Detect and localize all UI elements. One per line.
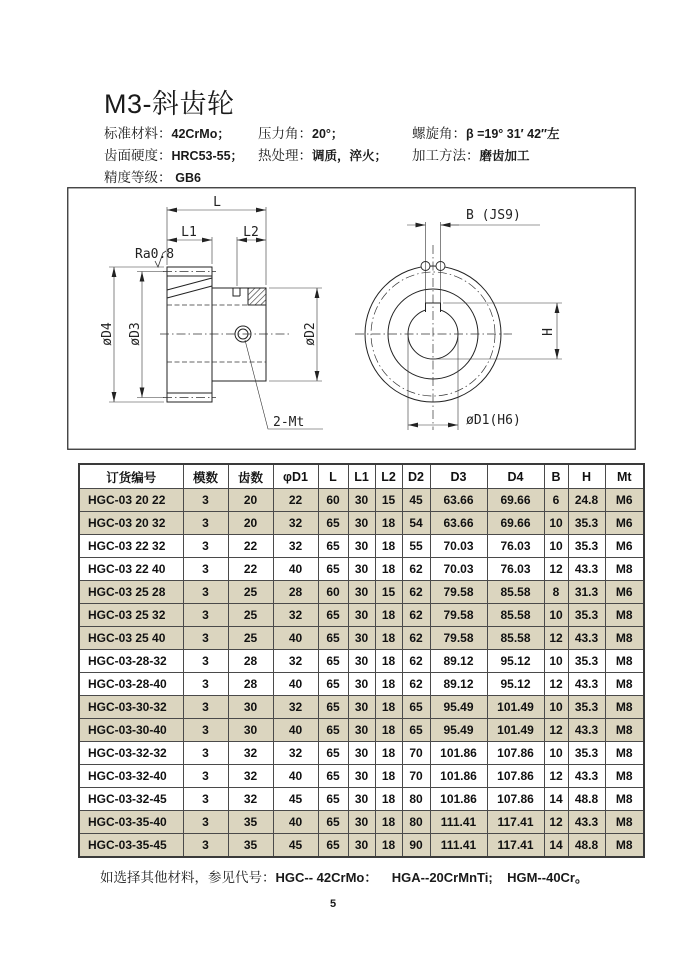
value-cell: 25 [228, 627, 273, 650]
value-cell: 40 [273, 627, 318, 650]
value-cell: M8 [605, 650, 644, 673]
value-cell: 70 [402, 742, 430, 765]
value-cell: 3 [183, 558, 228, 581]
value-cell: 62 [402, 604, 430, 627]
value-cell: 30 [348, 719, 375, 742]
value-cell: 40 [273, 558, 318, 581]
value-cell: 43.3 [568, 673, 605, 696]
spec-label: 齿面硬度： [104, 148, 172, 163]
value-cell: 3 [183, 834, 228, 858]
value-cell: 12 [544, 673, 568, 696]
value-cell: 65 [402, 719, 430, 742]
value-cell: M8 [605, 719, 644, 742]
table-row [79, 512, 644, 535]
value-cell: 18 [375, 765, 402, 788]
value-cell: 79.58 [430, 604, 487, 627]
gear-section-view [167, 267, 266, 402]
value-cell: 65 [318, 765, 348, 788]
value-cell: 35.3 [568, 742, 605, 765]
value-cell: 60 [318, 489, 348, 512]
table-row [79, 811, 644, 834]
value-cell: 18 [375, 627, 402, 650]
dim-label-d2: øD2 [303, 322, 318, 346]
spec-value: 42CrMo； [171, 127, 230, 141]
value-cell: 30 [348, 811, 375, 834]
value-cell: 30 [348, 627, 375, 650]
order-number-cell: HGC-03 22 40 [79, 558, 183, 581]
page-title: M3-斜齿轮 [104, 89, 235, 119]
value-cell: 18 [375, 834, 402, 858]
dim-label-l1: L1 [181, 225, 197, 240]
table-header-row [79, 464, 644, 489]
value-cell: 32 [273, 742, 318, 765]
value-cell: 24.8 [568, 489, 605, 512]
value-cell: 65 [318, 834, 348, 858]
value-cell: 30 [348, 673, 375, 696]
value-cell: 55 [402, 535, 430, 558]
dim-label-d1: øD1(H6) [466, 413, 521, 428]
value-cell: 30 [348, 604, 375, 627]
value-cell: 30 [348, 512, 375, 535]
order-number-cell: HGC-03-28-32 [79, 650, 183, 673]
value-cell: 25 [228, 604, 273, 627]
value-cell: 80 [402, 811, 430, 834]
value-cell: 43.3 [568, 811, 605, 834]
value-cell: 32 [228, 788, 273, 811]
value-cell: M8 [605, 788, 644, 811]
value-cell: 62 [402, 650, 430, 673]
value-cell: 22 [273, 489, 318, 512]
value-cell: 15 [375, 489, 402, 512]
value-cell: 30 [228, 696, 273, 719]
value-cell: 45 [273, 788, 318, 811]
value-cell: 111.41 [430, 834, 487, 858]
spec-value: β =19° 31′ 42″左 [466, 127, 560, 141]
value-cell: 40 [273, 719, 318, 742]
value-cell: 35.3 [568, 535, 605, 558]
spec-label: 加工方法： [412, 148, 480, 163]
value-cell: 10 [544, 742, 568, 765]
value-cell: 107.86 [487, 788, 544, 811]
value-cell: 30 [348, 742, 375, 765]
spec-label: 热处理： [258, 148, 312, 163]
value-cell: M6 [605, 581, 644, 604]
value-cell: 3 [183, 604, 228, 627]
table-row [79, 650, 644, 673]
value-cell: 65 [318, 788, 348, 811]
order-number-cell: HGC-03-32-40 [79, 765, 183, 788]
dim-label-b: B (JS9) [466, 208, 521, 223]
table-row [79, 535, 644, 558]
dim-label-l2: L2 [243, 225, 259, 240]
table-row [79, 558, 644, 581]
value-cell: 85.58 [487, 627, 544, 650]
value-cell: 14 [544, 834, 568, 858]
value-cell: M6 [605, 535, 644, 558]
value-cell: 30 [348, 489, 375, 512]
value-cell: 30 [348, 650, 375, 673]
spec-precision-grade [104, 166, 201, 186]
value-cell: 3 [183, 535, 228, 558]
value-cell: 28 [228, 673, 273, 696]
spec-label: 螺旋角： [412, 126, 466, 141]
value-cell: 6 [544, 489, 568, 512]
value-cell: 65 [318, 604, 348, 627]
value-cell: 43.3 [568, 765, 605, 788]
value-cell: M8 [605, 765, 644, 788]
page-number: 5 [329, 898, 337, 910]
value-cell: 85.58 [487, 581, 544, 604]
value-cell: 90 [402, 834, 430, 858]
value-cell: 32 [273, 604, 318, 627]
table-row [79, 719, 644, 742]
value-cell: 43.3 [568, 719, 605, 742]
table-row [79, 765, 644, 788]
value-cell: 28 [228, 650, 273, 673]
table-row [79, 604, 644, 627]
column-header: L1 [348, 464, 375, 489]
column-header: D4 [487, 464, 544, 489]
value-cell: 3 [183, 742, 228, 765]
table-row [79, 673, 644, 696]
spec-value: 20°； [312, 127, 344, 141]
value-cell: 62 [402, 627, 430, 650]
value-cell: 30 [348, 765, 375, 788]
value-cell: 30 [228, 719, 273, 742]
drawing-frame [68, 188, 636, 450]
value-cell: 89.12 [430, 673, 487, 696]
spec-pressure-angle [258, 122, 343, 142]
spec-value: GB6 [175, 171, 201, 185]
table-row [79, 834, 644, 858]
table-row [79, 742, 644, 765]
spec-value: HRC53-55； [171, 149, 244, 163]
value-cell: 30 [348, 558, 375, 581]
value-cell: 12 [544, 719, 568, 742]
value-cell: 70 [402, 765, 430, 788]
table-row [79, 581, 644, 604]
value-cell: 3 [183, 673, 228, 696]
keyway-hatch [248, 288, 266, 305]
spec-label: 压力角： [258, 126, 312, 141]
value-cell: 32 [273, 512, 318, 535]
value-cell: 70.03 [430, 558, 487, 581]
value-cell: 35.3 [568, 604, 605, 627]
value-cell: 117.41 [487, 811, 544, 834]
order-number-cell: HGC-03 25 40 [79, 627, 183, 650]
spec-label: 标准材料： [104, 126, 172, 141]
value-cell: 65 [318, 558, 348, 581]
value-cell: 10 [544, 512, 568, 535]
order-number-cell: HGC-03-35-40 [79, 811, 183, 834]
value-cell: 18 [375, 650, 402, 673]
value-cell: 12 [544, 627, 568, 650]
value-cell: 30 [348, 581, 375, 604]
value-cell: 10 [544, 604, 568, 627]
value-cell: 18 [375, 719, 402, 742]
value-cell: 65 [318, 673, 348, 696]
spec-table-body [79, 489, 644, 858]
value-cell: 32 [228, 765, 273, 788]
value-cell: M8 [605, 696, 644, 719]
value-cell: 40 [273, 811, 318, 834]
value-cell: 45 [402, 489, 430, 512]
value-cell: M8 [605, 673, 644, 696]
value-cell: 80 [402, 788, 430, 811]
value-cell: 62 [402, 673, 430, 696]
value-cell: M8 [605, 834, 644, 858]
value-cell: 18 [375, 742, 402, 765]
dim-label-mt: 2-Mt [273, 415, 305, 430]
relief-notch [233, 288, 240, 296]
order-number-cell: HGC-03-32-45 [79, 788, 183, 811]
material-note-codes: HGC-- 42CrMo： HGA--20CrMnTi; HGM--40Cr。 [275, 870, 588, 885]
order-number-cell: HGC-03 20 22 [79, 489, 183, 512]
value-cell: 111.41 [430, 811, 487, 834]
value-cell: 30 [348, 535, 375, 558]
value-cell: 40 [273, 765, 318, 788]
value-cell: 63.66 [430, 512, 487, 535]
value-cell: 30 [348, 834, 375, 858]
value-cell: 79.58 [430, 581, 487, 604]
value-cell: 22 [228, 558, 273, 581]
column-header: 订货编号 [79, 464, 183, 489]
value-cell: M8 [605, 627, 644, 650]
value-cell: 35.3 [568, 696, 605, 719]
dim-label-l: L [213, 195, 221, 210]
value-cell: 95.49 [430, 719, 487, 742]
value-cell: 101.86 [430, 765, 487, 788]
value-cell: 35 [228, 834, 273, 858]
value-cell: 35 [228, 811, 273, 834]
value-cell: 65 [318, 719, 348, 742]
spec-label: 精度等级： [104, 170, 172, 185]
value-cell: 40 [273, 673, 318, 696]
value-cell: 32 [273, 535, 318, 558]
dim-label-d4: øD4 [100, 322, 115, 346]
table-row [79, 627, 644, 650]
value-cell: 76.03 [487, 558, 544, 581]
value-cell: M6 [605, 512, 644, 535]
value-cell: 101.86 [430, 788, 487, 811]
spec-value: 磨齿加工 [479, 149, 530, 163]
value-cell: 30 [348, 788, 375, 811]
value-cell: 18 [375, 811, 402, 834]
value-cell: 14 [544, 788, 568, 811]
column-header: 齿数 [228, 464, 273, 489]
value-cell: 12 [544, 765, 568, 788]
value-cell: 20 [228, 512, 273, 535]
column-header: D3 [430, 464, 487, 489]
value-cell: M8 [605, 742, 644, 765]
value-cell: 48.8 [568, 788, 605, 811]
value-cell: 18 [375, 696, 402, 719]
value-cell: 70.03 [430, 535, 487, 558]
value-cell: 10 [544, 696, 568, 719]
value-cell: 12 [544, 558, 568, 581]
value-cell: 18 [375, 788, 402, 811]
value-cell: 32 [273, 650, 318, 673]
value-cell: 79.58 [430, 627, 487, 650]
value-cell: 3 [183, 696, 228, 719]
value-cell: 25 [228, 581, 273, 604]
value-cell: 3 [183, 719, 228, 742]
value-cell: 69.66 [487, 489, 544, 512]
order-number-cell: HGC-03-30-40 [79, 719, 183, 742]
order-number-cell: HGC-03 22 32 [79, 535, 183, 558]
value-cell: 62 [402, 558, 430, 581]
value-cell: 3 [183, 811, 228, 834]
value-cell: 107.86 [487, 765, 544, 788]
value-cell: 43.3 [568, 558, 605, 581]
roughness-label: Ra0.8 [135, 247, 175, 262]
value-cell: 95.12 [487, 673, 544, 696]
value-cell: 3 [183, 489, 228, 512]
value-cell: 18 [375, 512, 402, 535]
order-number-cell: HGC-03-30-32 [79, 696, 183, 719]
column-header: 模数 [183, 464, 228, 489]
value-cell: 20 [228, 489, 273, 512]
value-cell: 65 [318, 696, 348, 719]
value-cell: 65 [402, 696, 430, 719]
column-header: L [318, 464, 348, 489]
order-number-cell: HGC-03-32-32 [79, 742, 183, 765]
order-number-cell: HGC-03-35-45 [79, 834, 183, 858]
value-cell: 45 [273, 834, 318, 858]
value-cell: 95.49 [430, 696, 487, 719]
table-row [79, 788, 644, 811]
value-cell: 48.8 [568, 834, 605, 858]
value-cell: 32 [228, 742, 273, 765]
order-number-cell: HGC-03 20 32 [79, 512, 183, 535]
value-cell: 117.41 [487, 834, 544, 858]
value-cell: 54 [402, 512, 430, 535]
value-cell: 65 [318, 742, 348, 765]
column-header: H [568, 464, 605, 489]
technical-drawing [67, 187, 636, 450]
value-cell: 3 [183, 627, 228, 650]
spec-machining [412, 144, 530, 164]
value-cell: 65 [318, 811, 348, 834]
value-cell: 35.3 [568, 512, 605, 535]
value-cell: 8 [544, 581, 568, 604]
value-cell: 65 [318, 535, 348, 558]
value-cell: M6 [605, 489, 644, 512]
column-header: B [544, 464, 568, 489]
value-cell: 10 [544, 535, 568, 558]
value-cell: M8 [605, 558, 644, 581]
spec-heat-treatment [258, 144, 387, 164]
order-number-cell: HGC-03-28-40 [79, 673, 183, 696]
material-note [100, 866, 588, 886]
value-cell: 85.58 [487, 604, 544, 627]
value-cell: 65 [318, 627, 348, 650]
value-cell: 65 [318, 650, 348, 673]
value-cell: 3 [183, 581, 228, 604]
value-cell: 62 [402, 581, 430, 604]
column-header: D2 [402, 464, 430, 489]
value-cell: 63.66 [430, 489, 487, 512]
value-cell: 101.49 [487, 719, 544, 742]
dim-label-d3: øD3 [128, 322, 143, 346]
value-cell: 60 [318, 581, 348, 604]
spec-value: 调质，淬火； [312, 149, 388, 163]
value-cell: 3 [183, 512, 228, 535]
value-cell: 18 [375, 673, 402, 696]
spec-material [104, 122, 230, 142]
value-cell: 18 [375, 535, 402, 558]
value-cell: 101.86 [430, 742, 487, 765]
value-cell: 3 [183, 765, 228, 788]
value-cell: 18 [375, 558, 402, 581]
spec-table [78, 463, 645, 858]
material-note-prefix: 如选择其他材料，参见代号： [100, 870, 276, 885]
order-number-cell: HGC-03 25 32 [79, 604, 183, 627]
value-cell: M8 [605, 811, 644, 834]
value-cell: 18 [375, 604, 402, 627]
value-cell: 43.3 [568, 627, 605, 650]
value-cell: 3 [183, 788, 228, 811]
column-header: Mt [605, 464, 644, 489]
value-cell: 28 [273, 581, 318, 604]
value-cell: 95.12 [487, 650, 544, 673]
column-header: L2 [375, 464, 402, 489]
value-cell: 69.66 [487, 512, 544, 535]
spec-hardness [104, 144, 243, 164]
order-number-cell: HGC-03 25 28 [79, 581, 183, 604]
value-cell: 30 [348, 696, 375, 719]
value-cell: 32 [273, 696, 318, 719]
value-cell: 65 [318, 512, 348, 535]
value-cell: 15 [375, 581, 402, 604]
value-cell: 107.86 [487, 742, 544, 765]
value-cell: 35.3 [568, 650, 605, 673]
table-row [79, 489, 644, 512]
value-cell: M8 [605, 604, 644, 627]
value-cell: 12 [544, 811, 568, 834]
value-cell: 3 [183, 650, 228, 673]
table-row [79, 696, 644, 719]
column-header: φD1 [273, 464, 318, 489]
value-cell: 10 [544, 650, 568, 673]
dim-label-h: H [541, 328, 556, 336]
value-cell: 31.3 [568, 581, 605, 604]
value-cell: 76.03 [487, 535, 544, 558]
value-cell: 22 [228, 535, 273, 558]
value-cell: 89.12 [430, 650, 487, 673]
spec-helix-angle [412, 122, 560, 142]
value-cell: 101.49 [487, 696, 544, 719]
